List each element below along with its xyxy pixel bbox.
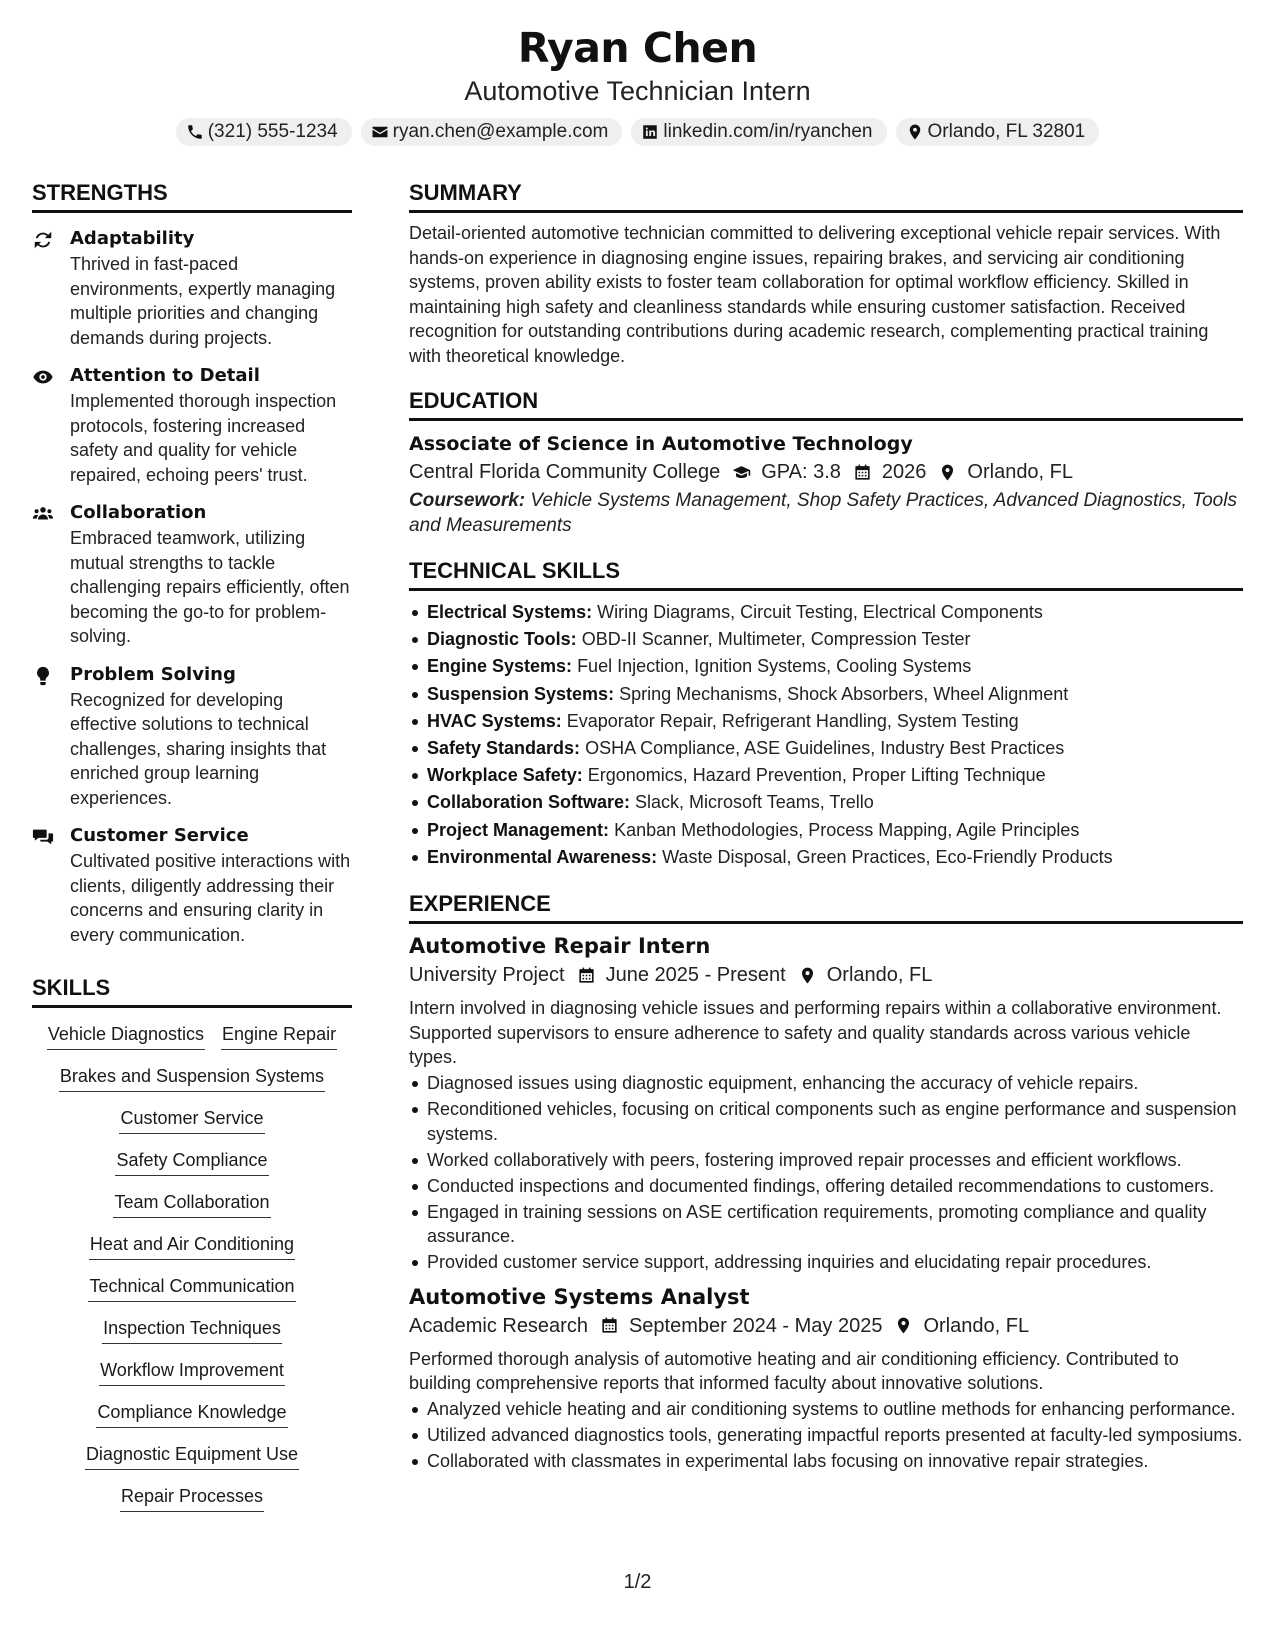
- page-number: 1/2: [623, 1571, 652, 1593]
- skill-category: Engine Systems:: [427, 656, 573, 677]
- skill-category: Safety Standards:: [427, 738, 581, 759]
- job-org: University Project: [409, 964, 565, 987]
- envelope-icon: [371, 123, 389, 141]
- linkedin-icon: [641, 123, 659, 141]
- skill-tag: Engine Repair: [221, 1022, 337, 1050]
- eye-icon: [32, 366, 54, 388]
- skill-category: Electrical Systems:: [427, 602, 593, 622]
- job-org: Academic Research: [409, 1314, 588, 1337]
- skill-values: Kanban Methodologies, Process Mapping, Agile Principles: [614, 819, 1080, 840]
- technical-skills-heading: TECHNICAL SKILLS: [409, 556, 1243, 591]
- skill-values: OSHA Compliance, ASE Guidelines, Industry Best Practices: [585, 738, 1065, 759]
- skill-tag: Team Collaboration: [113, 1190, 270, 1218]
- skill-values: Fuel Injection, Ignition Systems, Cooling Systems: [577, 656, 972, 677]
- list-item: Engaged in training sessions on ASE certification requirements, promoting compliance and quality assurance.: [409, 1200, 1243, 1249]
- strength-desc: Embraced teamwork, utilizing mutual strengths to tackle challenging repairs efficiently, often becoming the go-to for problem-solving.: [70, 528, 350, 646]
- skill-tag: Customer Service: [119, 1106, 264, 1134]
- job-bullets: [409, 1071, 1243, 1275]
- job-dates: September 2024 - May 2025: [628, 1314, 883, 1337]
- list-item: Diagnosed issues using diagnostic equipment, enhancing the accuracy of vehicle repairs.: [409, 1071, 1243, 1096]
- list-item: Analyzed vehicle heating and air conditioning systems to outline methods for enhancing performance.: [409, 1397, 1243, 1422]
- skills-section: [32, 973, 352, 1512]
- list-item: [409, 681, 1243, 708]
- experience-heading: EXPERIENCE: [409, 889, 1243, 924]
- skill-category: HVAC Systems:: [427, 710, 562, 731]
- calendar-icon: [600, 1316, 619, 1335]
- strength-item: [32, 662, 352, 811]
- job-desc: Performed thorough analysis of automotive heating and air conditioning efficiency. Contributed to building comprehensive reports that informed faculty about innovative solutions.: [409, 1348, 1179, 1394]
- strength-item: [32, 363, 352, 487]
- contact-phone-text: (321) 555-1234: [207, 121, 338, 142]
- contact-email-text: ryan.chen@example.com: [392, 121, 609, 142]
- skill-tag: Vehicle Diagnostics: [47, 1022, 205, 1050]
- lightbulb-icon: [32, 665, 54, 687]
- candidate-name: Ryan Chen: [517, 24, 758, 72]
- job-entry: [409, 932, 1243, 1275]
- contact-phone[interactable]: [176, 118, 352, 146]
- skills-heading: SKILLS: [32, 973, 352, 1008]
- strength-item: [32, 823, 352, 947]
- school-location: Orlando, FL: [967, 461, 1074, 483]
- strength-desc: Cultivated positive interactions with clients, diligently addressing their concerns and ensuring clarity in every communication.: [70, 851, 351, 945]
- list-item: Conducted inspections and documented findings, offering detailed recommendations to customers.: [409, 1174, 1243, 1199]
- skill-tag: Technical Communication: [88, 1274, 295, 1302]
- list-item: [409, 599, 1243, 626]
- contact-location-text: Orlando, FL 32801: [927, 121, 1086, 142]
- gpa: GPA: 3.8: [761, 461, 841, 483]
- resume-header: [0, 22, 1275, 146]
- job-bullets: [409, 1397, 1243, 1474]
- calendar-icon: [577, 966, 596, 985]
- list-item: [409, 735, 1243, 762]
- strength-title: Attention to Detail: [70, 365, 260, 386]
- job-location: Orlando, FL: [826, 964, 933, 987]
- skill-category: Collaboration Software:: [427, 792, 631, 813]
- map-pin-icon: [894, 1316, 913, 1335]
- skill-category: Workplace Safety:: [427, 765, 583, 786]
- list-item: [409, 844, 1243, 871]
- skill-category: Project Management:: [427, 819, 610, 840]
- list-item: [409, 708, 1243, 735]
- list-item: [409, 653, 1243, 680]
- job-entry: [409, 1283, 1243, 1474]
- school-name: Central Florida Community College: [409, 461, 721, 483]
- coursework-text: Vehicle Systems Management, Shop Safety Practices, Advanced Diagnostics, Tools and Measurements: [409, 490, 1237, 536]
- candidate-role: Automotive Technician Intern: [464, 76, 811, 106]
- strength-item: [32, 500, 352, 649]
- list-item: Reconditioned vehicles, focusing on critical components such as engine performance and suspension systems.: [409, 1097, 1243, 1146]
- strength-desc: Recognized for developing effective solutions to technical challenges, sharing insights that enriched group learning experiences.: [70, 689, 327, 808]
- skill-tag: Compliance Knowledge: [96, 1400, 287, 1428]
- comments-icon: [32, 826, 54, 848]
- skill-values: OBD-II Scanner, Multimeter, Compression Tester: [581, 629, 971, 650]
- summary-heading: SUMMARY: [409, 178, 1243, 213]
- technical-skills-list: [409, 599, 1243, 871]
- list-item: Utilized advanced diagnostics tools, generating impactful reports presented at faculty-led symposiums.: [409, 1423, 1243, 1448]
- list-item: [409, 626, 1243, 653]
- skill-values: Wiring Diagrams, Circuit Testing, Electrical Components: [597, 602, 1043, 622]
- strength-desc: Thrived in fast-paced environments, expertly managing multiple priorities and changing demands during projects.: [70, 254, 336, 348]
- contact-linkedin[interactable]: [631, 118, 886, 146]
- skill-values: Evaporator Repair, Refrigerant Handling, System Testing: [566, 710, 1019, 731]
- skill-tag: Inspection Techniques: [102, 1316, 282, 1344]
- skill-tag: Safety Compliance: [115, 1148, 268, 1176]
- strength-title: Customer Service: [70, 825, 249, 846]
- list-item: Provided customer service support, addressing inquiries and elucidating repair procedures.: [409, 1250, 1243, 1275]
- phone-icon: [186, 123, 204, 141]
- map-pin-icon: [938, 463, 957, 482]
- contact-bar: [0, 118, 1275, 146]
- education-heading: EDUCATION: [409, 386, 1243, 421]
- skill-list: [32, 1022, 352, 1512]
- skill-tag: Repair Processes: [120, 1484, 264, 1512]
- refresh-icon: [32, 229, 54, 251]
- list-item: Worked collaboratively with peers, fostering improved repair processes and efficient workflows.: [409, 1148, 1243, 1173]
- contact-location[interactable]: [896, 118, 1100, 146]
- contact-linkedin-text: linkedin.com/in/ryanchen: [663, 121, 873, 142]
- strength-item: [32, 226, 352, 350]
- coursework-label: Coursework:: [409, 490, 526, 511]
- job-title: Automotive Repair Intern: [409, 934, 711, 959]
- skill-tag: Workflow Improvement: [99, 1358, 285, 1386]
- coursework: [409, 489, 1243, 538]
- skill-category: Environmental Awareness:: [427, 846, 658, 867]
- skill-values: Ergonomics, Hazard Prevention, Proper Lifting Technique: [587, 765, 1046, 786]
- education-meta: [409, 457, 1243, 487]
- degree-title: Associate of Science in Automotive Technology: [409, 433, 913, 455]
- skill-values: Slack, Microsoft Teams, Trello: [635, 792, 874, 813]
- job-meta: [409, 960, 1243, 990]
- skill-category: Diagnostic Tools:: [427, 629, 577, 650]
- list-item: [409, 789, 1243, 816]
- summary-text: Detail-oriented automotive technician committed to delivering exceptional vehicle repair services. With hands-on experience in diagnosing engine issues, repairing brakes, and servicing air conditioning systems, proven ability exists to foster team collaboration for optimal workflow efficiency. Skilled in maintaining high safety and cleanliness standards while ensuring customer satisfaction. Received recognition for outstanding contributions during academic research, complementing practical training with theoretical knowledge.: [409, 223, 1221, 366]
- left-column: [32, 178, 352, 1512]
- strength-title: Collaboration: [70, 502, 207, 523]
- strength-desc: Implemented thorough inspection protocols, fostering increased safety and quality for vehicle repaired, echoing peers' trust.: [70, 391, 337, 485]
- job-title: Automotive Systems Analyst: [409, 1284, 750, 1309]
- strength-title: Problem Solving: [70, 663, 236, 685]
- job-location: Orlando, FL: [923, 1314, 1030, 1337]
- grad-year: 2026: [881, 461, 927, 483]
- users-icon: [32, 503, 54, 525]
- list-item: [409, 817, 1243, 844]
- skill-values: Spring Mechanisms, Shock Absorbers, Wheel Alignment: [619, 683, 1069, 704]
- skill-tag: Heat and Air Conditioning: [89, 1232, 295, 1260]
- right-column: [409, 178, 1243, 1474]
- map-pin-icon: [906, 123, 924, 141]
- technical-skills-section: [409, 556, 1243, 871]
- experience-section: [409, 889, 1243, 1474]
- skill-tag: Diagnostic Equipment Use: [85, 1442, 299, 1470]
- job-desc: Intern involved in diagnosing vehicle issues and performing repairs within a collaborative environment. Supported supervisors to ensure adherence to safety and quality standards across various vehicle types.: [409, 998, 1222, 1068]
- skill-tag: Brakes and Suspension Systems: [59, 1064, 325, 1092]
- list-item: Collaborated with classmates in experimental labs focusing on innovative repair strategies.: [409, 1449, 1243, 1474]
- contact-email[interactable]: [361, 118, 623, 146]
- job-dates: June 2025 - Present: [605, 964, 786, 987]
- job-meta: [409, 1311, 1243, 1341]
- education-section: [409, 386, 1243, 538]
- graduation-cap-icon: [732, 463, 751, 482]
- skill-values: Waste Disposal, Green Practices, Eco-Friendly Products: [662, 846, 1113, 867]
- calendar-icon: [853, 463, 872, 482]
- map-pin-icon: [798, 966, 817, 985]
- strengths-heading: STRENGTHS: [32, 178, 352, 213]
- strength-title: Adaptability: [70, 228, 195, 249]
- skill-category: Suspension Systems:: [427, 683, 615, 704]
- list-item: [409, 762, 1243, 789]
